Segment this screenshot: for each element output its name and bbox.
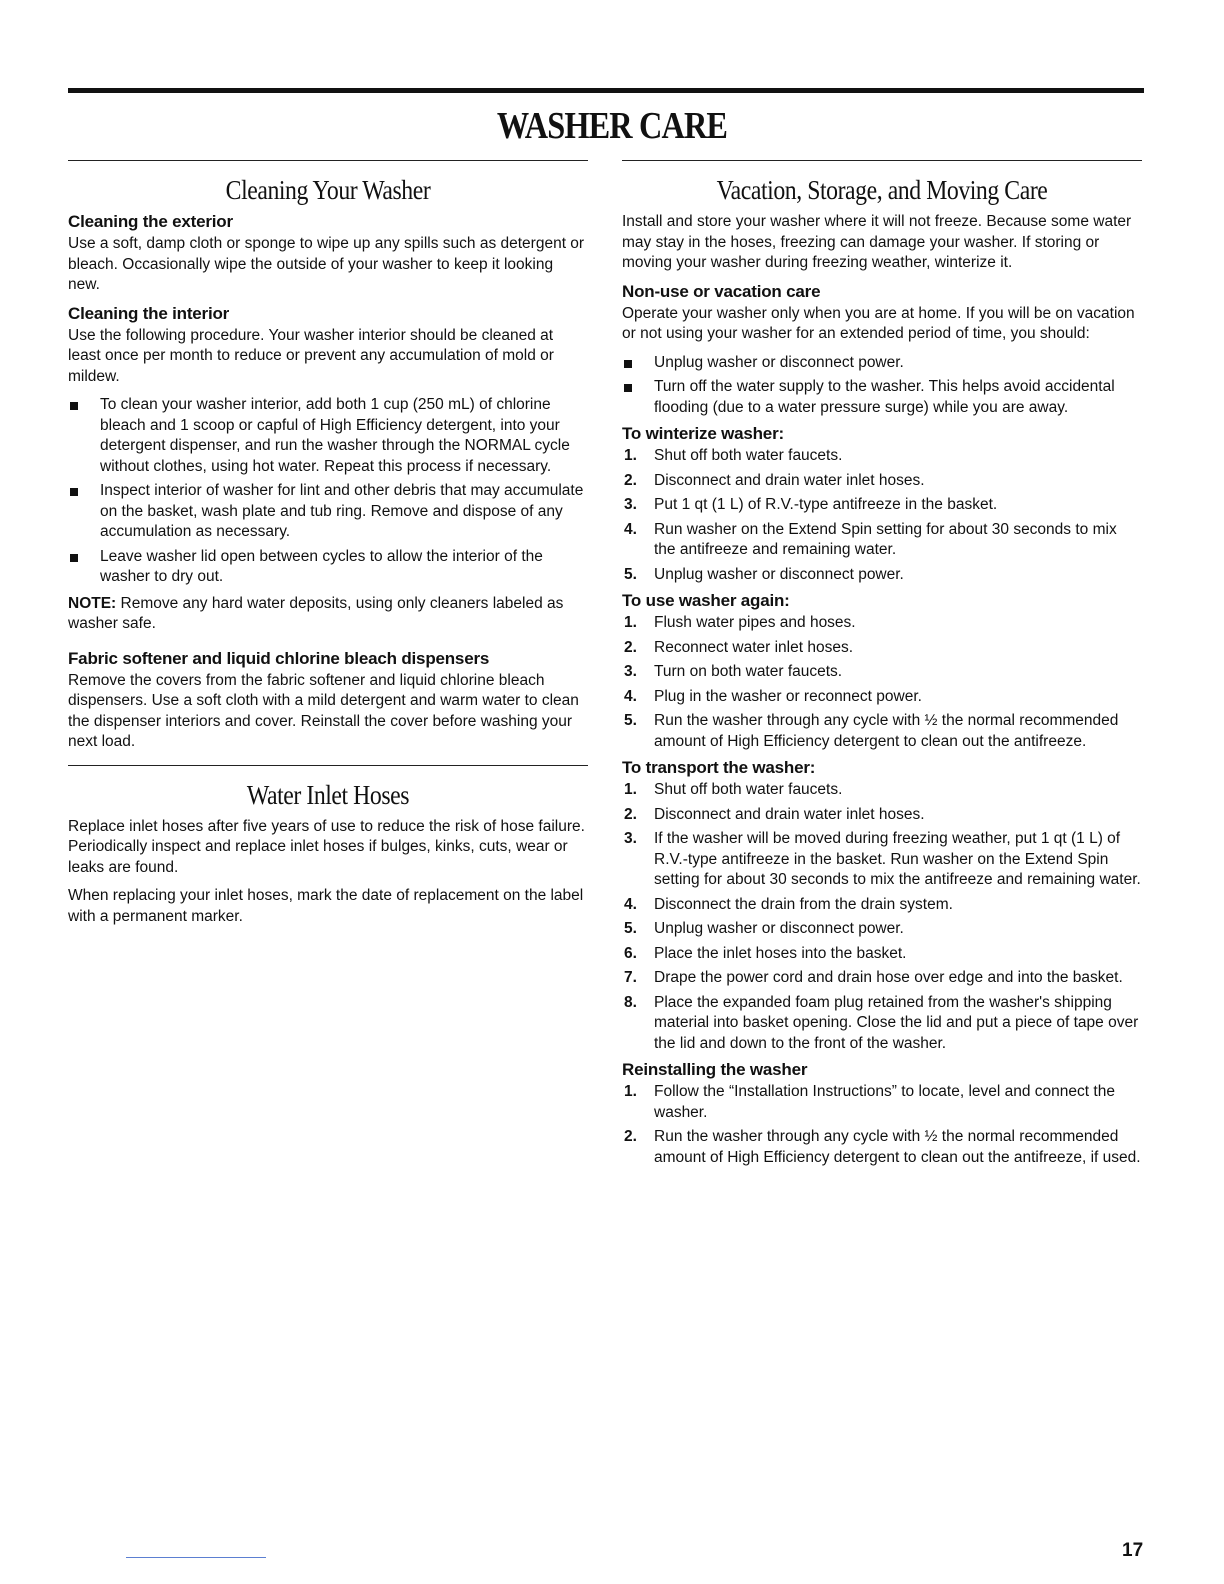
nonuse-bullet-list: [622, 353, 1142, 419]
exterior-heading: Cleaning the exterior: [68, 212, 233, 231]
list-item: [622, 993, 1142, 1055]
list-item: [622, 446, 1142, 467]
step-number: 5.: [624, 565, 637, 583]
step-text: Shut off both water faucets.: [654, 447, 843, 464]
list-item: [622, 613, 1142, 634]
list-item-text: Leave washer lid open between cycles to allow the interior of the washer to dry out.: [100, 547, 543, 585]
winterize-heading: To winterize washer:: [622, 424, 784, 443]
step-text: Plug in the washer or reconnect power.: [654, 687, 922, 705]
reinstall-steps: [622, 1082, 1142, 1168]
transport-heading: To transport the washer:: [622, 758, 816, 777]
page-title: WASHER CARE: [496, 105, 728, 147]
page-number: 17: [1122, 1540, 1144, 1561]
list-item: [622, 565, 1142, 586]
step-text: Follow the “Installation Instructions” to locate, level and connect the washer.: [654, 1083, 1115, 1121]
reuse-heading: To use washer again:: [622, 591, 790, 610]
list-item: [622, 662, 1142, 683]
step-number: 3.: [624, 496, 637, 513]
step-text: Unplug washer or disconnect power.: [654, 565, 904, 583]
bullet-icon: [70, 488, 78, 496]
note-text: Remove any hard water deposits, using only cleaners labeled as washer safe.: [68, 594, 564, 632]
note: [68, 594, 588, 635]
cleaning-section-title: Cleaning Your Washer: [225, 175, 431, 205]
interior-heading: Cleaning the interior: [68, 303, 230, 323]
step-number: 1.: [624, 1083, 637, 1100]
step-text: If the washer will be moved during freezing weather, put 1 qt (1 L) of R.V.-type antifreeze in the basket. Run washer on the Extend Spin setting for about 30 seconds to mix the antifreeze and remaining water.: [654, 830, 1141, 888]
step-number: 5.: [624, 712, 637, 729]
step-number: 4.: [624, 895, 637, 913]
list-item: [622, 944, 1142, 965]
step-text: Disconnect and drain water inlet hoses.: [654, 471, 925, 489]
dispensers-text: Remove the covers from the fabric softener and liquid chlorine bleach dispensers. Use a soft cloth with a mild detergent and warm water to clean the dispenser interiors and cover. Reinstall the cover before washing your next load.: [68, 671, 579, 750]
step-number: 2.: [624, 471, 637, 489]
nonuse-text: Operate your washer only when you are at home. If you will be on vacation or not using your washer for an extended period of time, you should:: [622, 304, 1135, 342]
transport-steps: [622, 780, 1142, 1054]
list-item-text: To clean your washer interior, add both 1 cup (250 mL) of chlorine bleach and 1 scoop or capful of High Efficiency detergent, into your detergent dispenser, and run the washer through the NORMAL cycle without clothes, using hot water. Repeat this process if necessary.: [100, 396, 570, 475]
list-item: [622, 471, 1142, 492]
step-number: 5.: [624, 920, 637, 937]
step-number: 1.: [624, 614, 637, 631]
step-text: Run the washer through any cycle with ½ the normal recommended amount of High Efficiency detergent to clean out the antifreeze.: [654, 712, 1119, 750]
reinstall-heading: Reinstalling the washer: [622, 1060, 808, 1079]
note-label: NOTE:: [68, 594, 117, 612]
reuse-steps: [622, 613, 1142, 752]
vacation-intro: Install and store your washer where it will not freeze. Because some water may stay in the hoses, freezing can damage your washer. If storing or moving your washer during freezing weather, winterize it.: [622, 213, 1132, 271]
bullet-icon: [624, 384, 632, 392]
step-number: 1.: [624, 781, 637, 798]
hoses-text-1: Replace inlet hoses after five years of use to reduce the risk of hose failure. Periodically inspect and replace inlet hoses if bulges, kinks, cuts, wear or leaks are found.: [68, 817, 585, 876]
list-item: [622, 495, 1142, 516]
right-column: [622, 160, 1142, 1174]
step-number: 2.: [624, 1128, 637, 1145]
interior-bullet-list: [68, 395, 588, 588]
winterize-steps: [622, 446, 1142, 585]
list-item: [622, 1082, 1142, 1123]
hoses-section-title: Water Inlet Hoses: [246, 779, 410, 810]
step-number: 3.: [624, 663, 637, 680]
list-item: [68, 481, 588, 543]
list-item-text: Unplug washer or disconnect power.: [654, 353, 904, 371]
footer-line: [126, 1557, 266, 1558]
list-item-text: Inspect interior of washer for lint and other debris that may accumulate on the basket, wash plate and tub ring. Remove and dispose of any accumulation as necessary.: [100, 482, 584, 540]
step-text: Shut off both water faucets.: [654, 781, 843, 798]
list-item: [622, 829, 1142, 891]
exterior-text: Use a soft, damp cloth or sponge to wipe up any spills such as detergent or bleach. Occasionally wipe the outside of your washer to keep it looking new.: [68, 235, 585, 293]
list-item: [622, 968, 1142, 989]
step-text: Unplug washer or disconnect power.: [654, 920, 904, 937]
list-item: [622, 687, 1142, 708]
step-number: 4.: [624, 687, 637, 705]
step-text: Place the expanded foam plug retained from the washer's shipping material into basket opening. Close the lid and put a piece of tape over the lid and down to the front of the washer.: [654, 993, 1139, 1052]
step-number: 1.: [624, 447, 637, 464]
list-item: [68, 547, 588, 588]
list-item: [622, 919, 1142, 940]
list-item-text: Turn off the water supply to the washer. This helps avoid accidental flooding (due to a water pressure surge) while you are away.: [654, 378, 1115, 416]
section-divider: [622, 160, 1142, 161]
top-rule: [68, 88, 1144, 93]
step-number: 6.: [624, 944, 637, 962]
list-item: [622, 1127, 1142, 1168]
list-item: [622, 895, 1142, 916]
nonuse-heading: Non-use or vacation care: [622, 281, 821, 301]
bullet-icon: [70, 402, 78, 410]
step-text: Disconnect and drain water inlet hoses.: [654, 805, 925, 823]
step-text: Flush water pipes and hoses.: [654, 614, 856, 631]
step-text: Turn on both water faucets.: [654, 663, 843, 680]
step-text: Run washer on the Extend Spin setting for about 30 seconds to mix the antifreeze and remaining water.: [654, 520, 1117, 558]
step-number: 7.: [624, 969, 637, 986]
bullet-icon: [70, 554, 78, 562]
list-item: [622, 780, 1142, 801]
list-item: [68, 395, 588, 477]
step-number: 2.: [624, 805, 637, 823]
dispensers-heading: Fabric softener and liquid chlorine bleach dispensers: [68, 648, 490, 668]
list-item: [622, 711, 1142, 752]
left-column: [68, 160, 588, 935]
step-number: 4.: [624, 520, 637, 538]
bullet-icon: [624, 360, 632, 368]
list-item: [622, 520, 1142, 561]
step-text: Drape the power cord and drain hose over edge and into the basket.: [654, 969, 1123, 986]
list-item: [622, 638, 1142, 659]
interior-text: Use the following procedure. Your washer interior should be cleaned at least once per month to reduce or prevent any accumulation of mold or mildew.: [68, 326, 554, 385]
vacation-section-title: Vacation, Storage, and Moving Care: [716, 175, 1048, 205]
list-item: [622, 353, 1142, 374]
step-text: Put 1 qt (1 L) of R.V.-type antifreeze in the basket.: [654, 496, 998, 513]
step-text: Disconnect the drain from the drain system.: [654, 895, 953, 913]
section-divider: [68, 765, 588, 766]
step-text: Place the inlet hoses into the basket.: [654, 944, 907, 962]
step-text: Reconnect water inlet hoses.: [654, 638, 854, 656]
step-number: 2.: [624, 638, 637, 656]
step-number: 8.: [624, 993, 637, 1011]
step-text: Run the washer through any cycle with ½ the normal recommended amount of High Efficiency detergent to clean out the antifreeze, if used.: [654, 1128, 1141, 1166]
list-item: [622, 805, 1142, 826]
section-divider: [68, 160, 588, 161]
list-item: [622, 377, 1142, 418]
step-number: 3.: [624, 830, 637, 847]
hoses-text-2: When replacing your inlet hoses, mark the date of replacement on the label with a permanent marker.: [68, 887, 584, 925]
